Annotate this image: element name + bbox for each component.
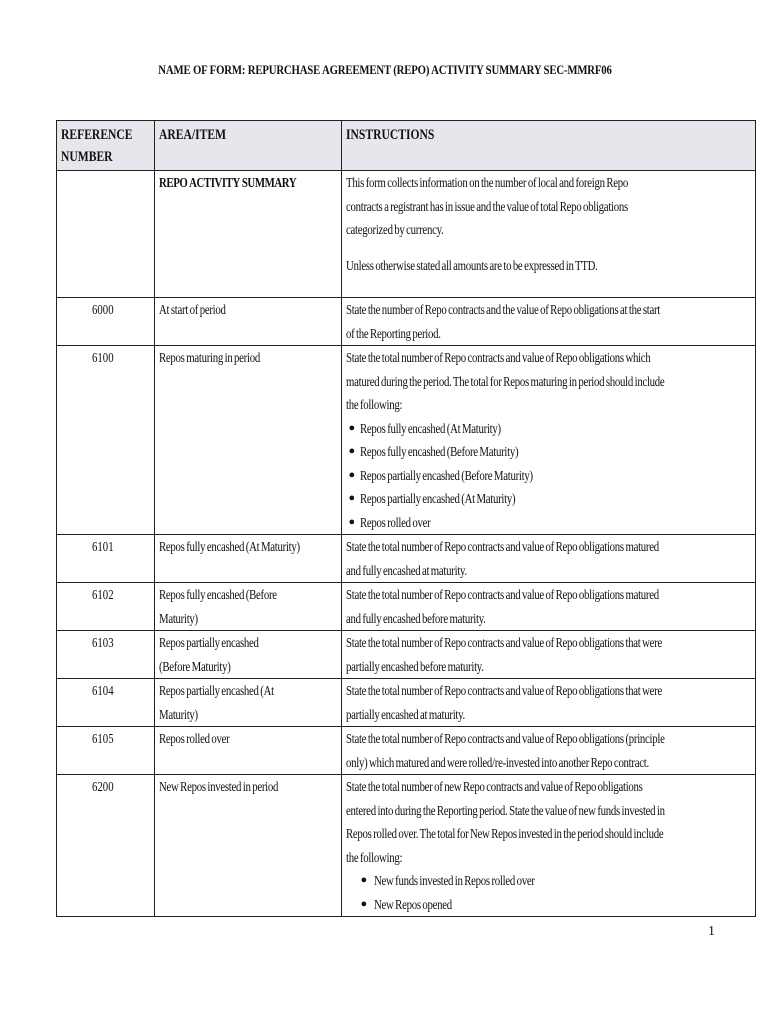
ref-number: 6103 bbox=[57, 631, 155, 679]
area-item: Repos maturing in period bbox=[155, 346, 342, 535]
instruction: State the total number of new Repo contracts and value of Repo obligations entered into during the Reporting period. State the value of new funds invested in Repos rolled over. The total for New Repos invested in the period should include the following: ● New funds invested in Repos rolled over ● New Repos opened bbox=[342, 775, 756, 917]
table-row bbox=[57, 775, 756, 917]
instruction: State the total number of Repo contracts and value of Repo obligations that were partially encashed at maturity. bbox=[342, 679, 756, 727]
header-reference-line2: NUMBER bbox=[61, 149, 113, 165]
ref-number: 6200 bbox=[57, 775, 155, 917]
bullet-list bbox=[346, 869, 751, 916]
header-area-item: AREA/ITEM bbox=[155, 121, 342, 171]
ref-number: 6000 bbox=[57, 298, 155, 346]
ref-number: 6104 bbox=[57, 679, 155, 727]
ref-number: 6105 bbox=[57, 727, 155, 775]
page-number: 1 bbox=[708, 924, 715, 939]
instruction: State the number of Repo contracts and the value of Repo obligations at the start of the Reporting period. bbox=[342, 298, 756, 346]
table-row bbox=[57, 631, 756, 679]
instruction: State the total number of Repo contracts and value of Repo obligations matured and fully encashed at maturity. bbox=[342, 535, 756, 583]
form-title: NAME OF FORM: REPURCHASE AGREEMENT (REPO) ACTIVITY SUMMARY SEC-MMRF06 bbox=[158, 63, 612, 77]
table-row bbox=[57, 298, 756, 346]
area-item: Repos rolled over bbox=[155, 727, 342, 775]
list-item: ● New funds invested in Repos rolled over bbox=[360, 873, 536, 888]
instruction: State the total number of Repo contracts and value of Repo obligations which matured during the period. The total for Repos maturing in period should include the following: ● Repos fully encashed (At Maturity) ● Repos fully encashed (Before Maturity) ● Repos partially encashed (Before Maturity) ● Repos partially encashed (At Maturity) ● Repos rolled over bbox=[342, 346, 756, 535]
ref-number: 6102 bbox=[57, 583, 155, 631]
area-item: Repos fully encashed (At Maturity) bbox=[155, 535, 342, 583]
intro-currency-note: Unless otherwise stated all amounts are to be expressed in TTD. bbox=[346, 257, 599, 273]
table-row bbox=[57, 679, 756, 727]
table-header-row bbox=[57, 121, 756, 171]
instruction: State the total number of Repo contracts and value of Repo obligations that were partially encashed before maturity. bbox=[342, 631, 756, 679]
intro-row bbox=[57, 171, 756, 298]
table-row bbox=[57, 583, 756, 631]
list-item: ● Repos partially encashed (At Maturity) bbox=[348, 491, 516, 506]
table-row bbox=[57, 535, 756, 583]
table-row bbox=[57, 727, 756, 775]
intro-paragraph: This form collects information on the number of local and foreign Repo contracts a registrant has in issue and the value of total Repo obligations categorized by currency. bbox=[346, 175, 629, 237]
area-item: Repos partially encashed (At Maturity) bbox=[155, 679, 342, 727]
area-item: Repos partially encashed (Before Maturity) bbox=[155, 631, 342, 679]
list-item: ● Repos fully encashed (At Maturity) bbox=[348, 420, 502, 436]
ref-number: 6100 bbox=[57, 346, 155, 535]
header-reference-line1: REFERENCE bbox=[61, 127, 133, 143]
list-item: ● New Repos opened bbox=[360, 896, 453, 912]
list-item: ● Repos partially encashed (Before Maturity) bbox=[348, 467, 534, 483]
header-instructions: INSTRUCTIONS bbox=[342, 121, 756, 171]
area-item: Repos fully encashed (Before Maturity) bbox=[155, 583, 342, 631]
instruction: State the total number of Repo contracts and value of Repo obligations (principle only) which matured and were rolled/re-invested into another Repo contract. bbox=[342, 727, 756, 775]
intro-area-label: REPO ACTIVITY SUMMARY bbox=[159, 175, 297, 190]
area-item: New Repos invested in period bbox=[155, 775, 342, 917]
header-reference-number bbox=[57, 121, 155, 171]
bullet-list bbox=[346, 417, 751, 535]
area-item: At start of period bbox=[155, 298, 342, 346]
instruction: State the total number of Repo contracts and value of Repo obligations matured and fully encashed before maturity. bbox=[342, 583, 756, 631]
list-item: ● Repos fully encashed (Before Maturity) bbox=[348, 444, 519, 459]
table-row bbox=[57, 346, 756, 535]
repo-activity-table bbox=[56, 120, 756, 917]
ref-number: 6101 bbox=[57, 535, 155, 583]
list-item: ● Repos rolled over bbox=[348, 514, 431, 530]
